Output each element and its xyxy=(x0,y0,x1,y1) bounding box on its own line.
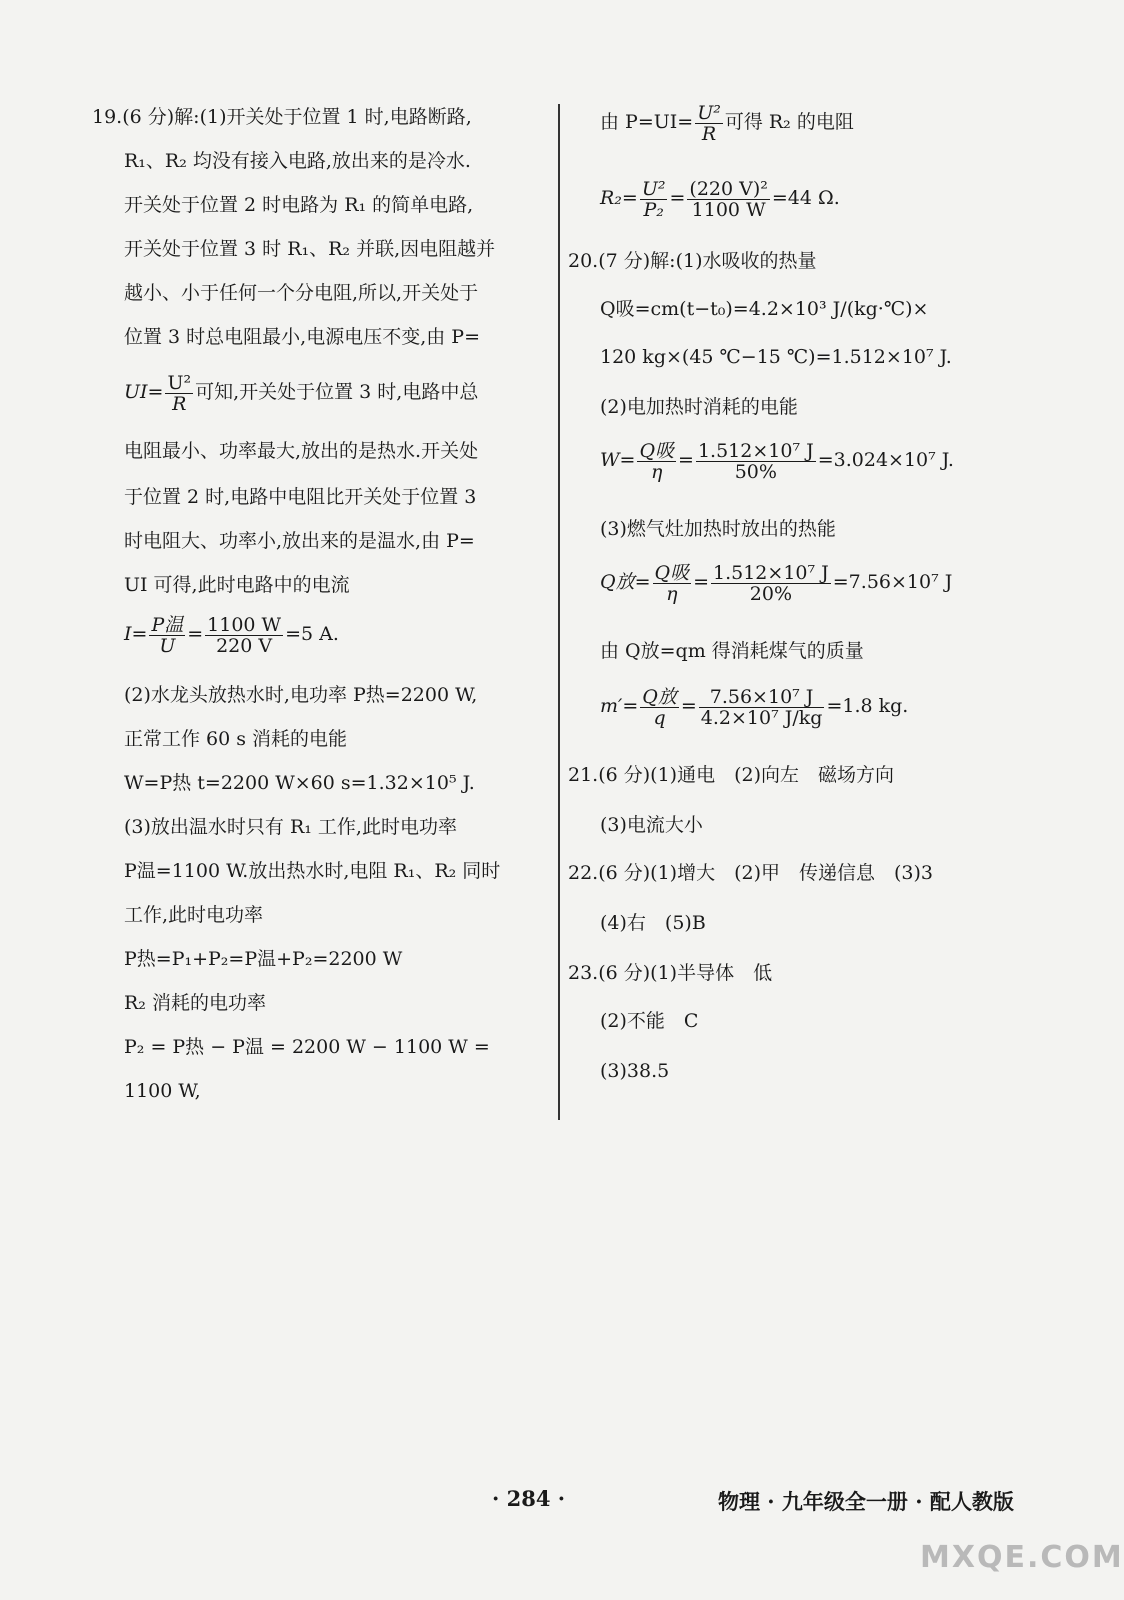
formula-text: I= xyxy=(124,623,148,645)
column-divider xyxy=(558,104,560,1120)
q22-line-2: (4)右 (5)B xyxy=(600,912,706,934)
fraction xyxy=(640,179,668,220)
q20-mass-formula: m′= $\frac{\text{Q放}}{q}$ = $\frac{\text{7.56×10⁷ J}}{\text{4.2×10⁷ J/kg}}$ =1.8 kg. xyxy=(600,685,909,729)
q19-line-5: 越小、小于任何一个分电阻,所以,开关处于 xyxy=(124,282,479,304)
q19-line-6: 位置 3 时总电阻最小,电源电压不变,由 P= xyxy=(124,326,480,348)
denominator: η xyxy=(666,582,678,605)
denominator: 50% xyxy=(734,460,777,483)
q19-line-4: 开关处于位置 3 时 R₁、R₂ 并联,因电阻越并 xyxy=(124,238,496,260)
q20-line-6: 由 Q放=qm 得消耗煤气的质量 xyxy=(600,640,864,662)
q19-part2-line-1: (2)水龙头放热水时,电功率 P热=2200 W, xyxy=(124,684,478,706)
numerator: Q吸 xyxy=(639,439,675,462)
text: =44 Ω. xyxy=(771,187,840,209)
fraction xyxy=(695,103,723,144)
q19-part3-line-3: 工作,此时电功率 xyxy=(124,904,264,926)
fraction xyxy=(165,373,193,414)
q19-part3-line-5: R₂ 消耗的电功率 xyxy=(124,992,266,1014)
q19-part3-line-6: P₂ = P热 − P温 = 2200 W − 1100 W = xyxy=(124,1036,490,1058)
q19-part3-line-2: P温=1100 W.放出热水时,电阻 R₁、R₂ 同时 xyxy=(124,860,501,882)
numerator: P温 xyxy=(151,613,184,636)
q19-line-10: 时电阻大、功率小,放出来的是温水,由 P= xyxy=(124,530,475,552)
numerator: (220 V)² xyxy=(689,177,768,200)
text: =1.8 kg. xyxy=(826,695,909,717)
page-number: · 284 · xyxy=(492,1486,566,1511)
formula-text: UI= xyxy=(124,381,164,403)
q19-line-1: 19.(6 分)解:(1)开关处于位置 1 时,电路断路, xyxy=(92,106,472,128)
fraction xyxy=(696,441,816,482)
formula-text: R₂= xyxy=(600,187,638,209)
formula-text: 由 P=UI= xyxy=(600,111,694,133)
q19-part3-line-1: (3)放出温水时只有 R₁ 工作,此时电功率 xyxy=(124,816,457,838)
fraction xyxy=(640,687,679,728)
q20-line-3: 120 kg×(45 ℃−15 ℃)=1.512×10⁷ J. xyxy=(600,346,952,368)
q22-line-1: 22.(6 分)(1)增大 (2)甲 传递信息 (3)3 xyxy=(568,862,933,884)
denominator: U xyxy=(159,634,176,657)
q19-line-7 xyxy=(124,370,478,414)
q20-line-1: 20.(7 分)解:(1)水吸收的热量 xyxy=(568,250,817,272)
numerator: U² xyxy=(641,177,666,200)
q21-line-2: (3)电流大小 xyxy=(600,814,703,836)
text: 可知,开关处于位置 3 时,电路中总 xyxy=(195,381,479,403)
numerator: U² xyxy=(167,371,192,394)
denominator: q xyxy=(653,706,666,729)
numerator: U² xyxy=(697,101,721,124)
q19-line-8: 电阻最小、功率最大,放出的是热水.开关处 xyxy=(124,440,479,462)
fraction xyxy=(711,563,831,604)
denominator: 20% xyxy=(749,582,792,605)
q19-line-2: R₁、R₂ 均没有接入电路,放出来的是冷水. xyxy=(124,150,471,172)
q19-line-9: 于位置 2 时,电路中电阻比开关处于位置 3 xyxy=(124,486,477,508)
q23-line-3: (3)38.5 xyxy=(600,1060,670,1082)
q19-current-formula: I= $\frac{\text{P温}}{U}$ = $\frac{1100 W}{220 V}$ =5 A. xyxy=(124,613,339,657)
text: =7.56×10⁷ J xyxy=(832,571,953,593)
denominator: η xyxy=(651,460,663,483)
numerator: Q吸 xyxy=(654,561,690,584)
fraction xyxy=(637,441,676,482)
q23-line-2: (2)不能 C xyxy=(600,1010,699,1032)
fraction xyxy=(149,615,185,656)
numerator: 1.512×10⁷ J xyxy=(713,561,829,584)
fraction xyxy=(653,563,692,604)
text: 可得 R₂ 的电阻 xyxy=(724,111,854,133)
q19-line-11: UI 可得,此时电路中的电流 xyxy=(124,574,350,596)
q23-line-1: 23.(6 分)(1)半导体 低 xyxy=(568,962,773,984)
numerator: 7.56×10⁷ J xyxy=(699,687,825,708)
q20-energy-formula: W= $\frac{\text{Q吸}}{\eta}$ = $\frac{\text{1.512×10⁷ J}}{50\%}$ =3.024×10⁷ J. xyxy=(600,439,954,483)
q19-part2-line-3: W=P热 t=2200 W×60 s=1.32×10⁵ J. xyxy=(124,772,475,794)
formula-text: m′= xyxy=(600,695,639,717)
formula-text: Q放= xyxy=(600,571,651,593)
numerator: 1.512×10⁷ J xyxy=(697,439,814,462)
book-title: 物理 · 九年级全一册 · 配人教版 xyxy=(718,1489,1014,1514)
denominator: 220 V xyxy=(216,634,273,657)
denominator: R xyxy=(172,392,187,415)
watermark: MXQE.COM xyxy=(920,1540,1124,1575)
q19-part3-line-4: P热=P₁+P₂=P温+P₂=2200 W xyxy=(124,948,403,970)
q20-heat-formula: Q放= $\frac{\text{Q吸}}{\eta}$ = $\frac{\text{1.512×10⁷ J}}{20\%}$ =7.56×10⁷ J xyxy=(600,561,953,605)
text: =3.024×10⁷ J. xyxy=(817,449,954,471)
r2-resistance-formula: R₂= $\frac{\text{U²}}{\text{P₂}}$ = $\frac{\text{(220 V)²}}{1100 W}$ =44 Ω. xyxy=(600,177,840,221)
q21-line-1: 21.(6 分)(1)通电 (2)向左 磁场方向 xyxy=(568,764,894,786)
numerator: Q放 xyxy=(642,685,677,708)
denominator: 4.2×10⁷ J/kg xyxy=(700,706,823,729)
fraction xyxy=(687,179,769,220)
fraction xyxy=(699,687,825,728)
q19-part3-line-7: 1100 W, xyxy=(124,1080,201,1102)
text: =5 A. xyxy=(285,623,339,645)
r2-power-formula xyxy=(600,100,854,144)
denominator: P₂ xyxy=(643,198,664,221)
numerator: 1100 W xyxy=(207,613,282,636)
denominator: R xyxy=(701,122,717,145)
q20-line-2: Q吸=cm(t−t₀)=4.2×10³ J/(kg·℃)× xyxy=(600,298,929,320)
q20-line-5: (3)燃气灶加热时放出的热能 xyxy=(600,518,836,540)
formula-text: W= xyxy=(600,449,636,471)
q19-part2-line-2: 正常工作 60 s 消耗的电能 xyxy=(124,728,348,750)
q20-line-4: (2)电加热时消耗的电能 xyxy=(600,396,798,418)
q19-line-3: 开关处于位置 2 时电路为 R₁ 的简单电路, xyxy=(124,194,474,216)
denominator: 1100 W xyxy=(691,198,766,221)
fraction xyxy=(205,615,283,656)
